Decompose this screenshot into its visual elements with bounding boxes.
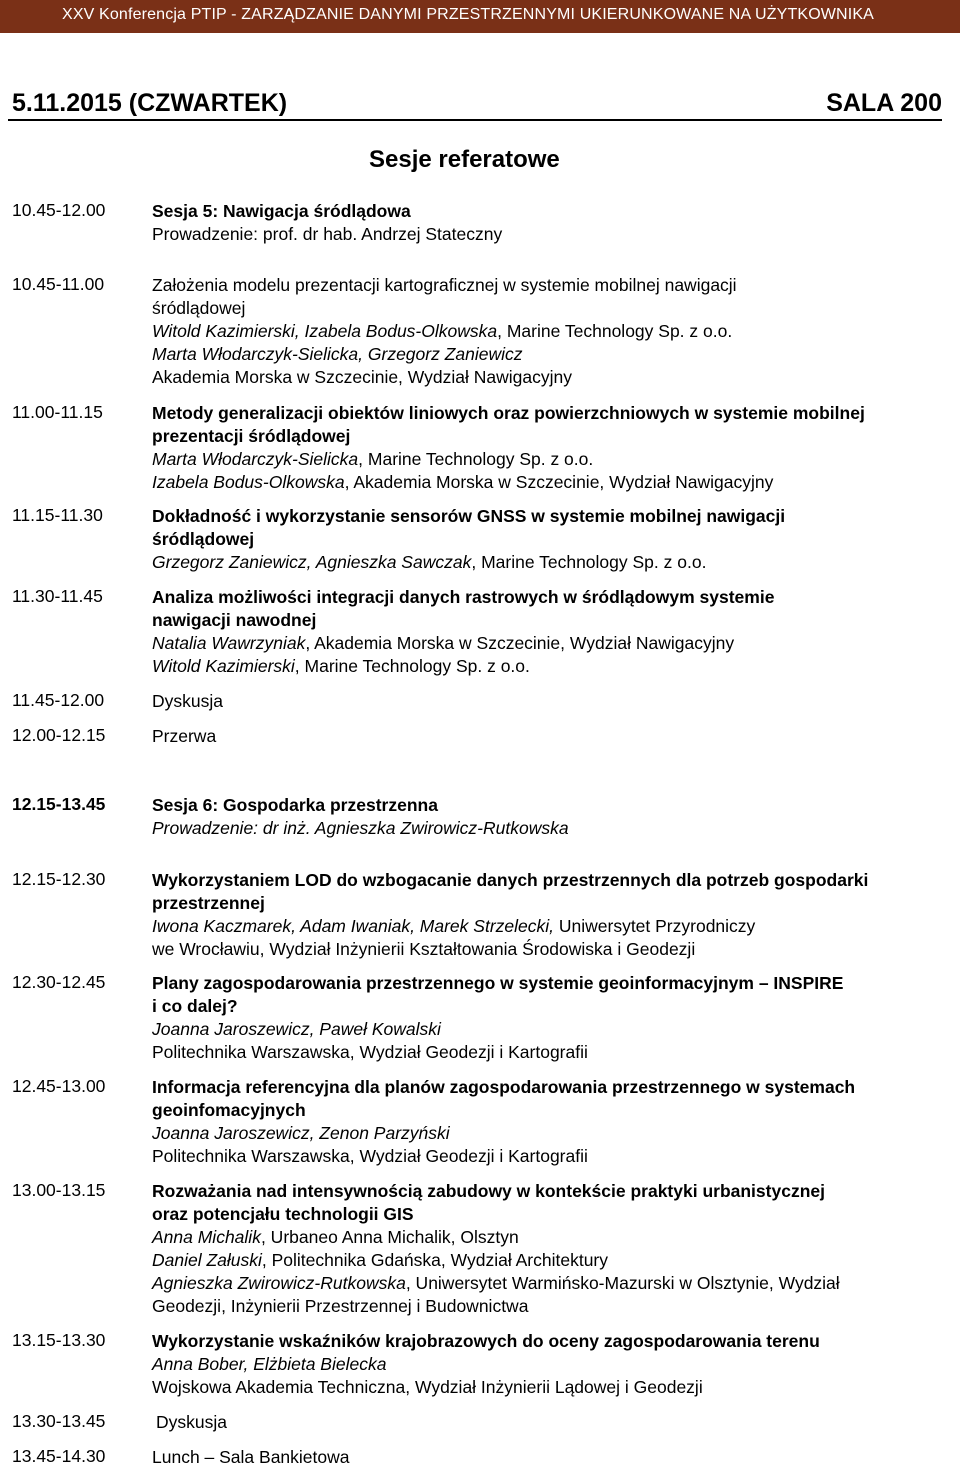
talk-title: Informacja referencyjna dla planów zagospodarowania przestrzennego w systemach [152,1077,856,1097]
talk-affiliation: , Uniwersytet Warmińsko-Mazurski w Olsztynie, Wydział [405,1273,840,1293]
talk-affiliation: Akademia Morska w Szczecinie, Wydział Nawigacyjny [152,367,572,387]
talk-authors: Marta Włodarczyk-Sielicka [152,449,359,469]
talk-authors: Witold Kazimierski, Izabela Bodus-Olkowska [152,321,498,341]
talk-authors: Witold Kazimierski [152,656,295,676]
talk-affiliation: , Akademia Morska w Szczecinie, Wydział Nawigacyjny [305,633,735,653]
item-label: Przerwa [152,726,217,746]
talk-authors: Anna Michalik [152,1227,261,1247]
talk-time: 12.30-12.45 [12,972,106,992]
conference-header [0,0,960,33]
talk-authors: Agnieszka Zwirowicz-Rutkowska [152,1273,406,1293]
date-bar [8,85,942,121]
session-chair-label: Prowadzenie: [152,818,263,838]
talk-authors: Anna Bober, Elżbieta Bielecka [152,1354,387,1374]
talk-title-cont: śródlądowej [152,298,246,318]
talk-affiliation: , Marine Technology Sp. z o.o. [358,449,594,469]
day-date: 5.11.2015 (CZWARTEK) [12,89,288,117]
talk-time: 11.30-11.45 [12,586,103,606]
talk-time: 12.45-13.00 [12,1076,106,1096]
talk-title: Analiza możliwości integracji danych rastrowych w śródlądowym systemie [152,587,775,607]
item-time: 13.45-14.30 [12,1446,106,1466]
talk-time: 12.15-12.30 [12,869,106,889]
talk-title-cont: geoinfomacyjnych [152,1100,306,1120]
talk-time: 11.15-11.30 [12,505,103,525]
talk-authors: Daniel Załuski [152,1250,262,1270]
talk-affiliation: , Akademia Morska w Szczecinie, Wydział Nawigacyjny [344,472,774,492]
talk-authors: Iwona Kaczmarek, Adam Iwaniak, Marek Strzelecki, [152,916,554,936]
talk-title: Metody generalizacji obiektów liniowych oraz powierzchniowych w systemie mobilnej [152,403,865,423]
talk-title-cont: przestrzennej [152,893,265,913]
session-chair: Prowadzenie: prof. dr hab. Andrzej Stateczny [152,224,503,244]
session-time: 10.45-12.00 [12,200,106,220]
item-label: Dyskusja [152,691,223,711]
talk-affiliation: , Marine Technology Sp. z o.o. [471,552,707,572]
session-title: Sesja 6: Gospodarka przestrzenna [152,795,438,815]
item-time: 13.30-13.45 [12,1411,106,1431]
talk-affiliation-cont: Geodezji, Inżynierii Przestrzennej i Budownictwa [152,1296,529,1316]
talk-title: Wykorzystaniem LOD do wzbogacanie danych przestrzennych dla potrzeb gospodarki [152,870,869,890]
talk-affiliation: Wojskowa Akademia Techniczna, Wydział Inżynierii Lądowej i Geodezji [152,1377,703,1397]
talk-authors: Joanna Jaroszewicz, Paweł Kowalski [152,1019,441,1039]
session-title: Sesja 5: Nawigacja śródlądowa [152,201,411,221]
talk-affiliation: Politechnika Warszawska, Wydział Geodezji i Kartografii [152,1042,588,1062]
session-time: 12.15-13.45 [12,794,106,814]
talk-affiliation: , Urbaneo Anna Michalik, Olsztyn [260,1227,519,1247]
talk-title-cont: oraz potencjału technologii GIS [152,1204,414,1224]
talk-title-cont: śródlądowej [152,529,255,549]
talk-affiliation: , Politechnika Gdańska, Wydział Architektury [261,1250,609,1270]
item-time: 12.00-12.15 [12,725,106,745]
talk-affiliation: Uniwersytet Przyrodniczy [554,916,756,936]
talk-affiliation: we Wrocławiu, Wydział Inżynierii Kształtowania Środowiska i Geodezji [152,939,696,959]
talk-title-cont: i co dalej? [152,996,238,1016]
talk-time: 10.45-11.00 [12,274,105,294]
talk-authors: Izabela Bodus-Olkowska [152,472,345,492]
talk-title: Wykorzystanie wskaźników krajobrazowych do oceny zagospodarowania terenu [152,1331,820,1351]
session-chair: dr inż. Agnieszka Zwirowicz-Rutkowska [262,818,569,838]
talk-authors: Natalia Wawrzyniak [152,633,306,653]
talk-authors: Grzegorz Zaniewicz, Agnieszka Sawczak [152,552,472,572]
item-label: Lunch – Sala Bankietowa [152,1447,350,1467]
room-label: SALA 200 [826,89,942,117]
talk-title-cont: prezentacji śródlądowej [152,426,351,446]
item-time: 11.45-12.00 [12,690,105,710]
conference-title: XXV Konferencja PTIP - ZARZĄDZANIE DANYMI PRZESTRZENNYMI UKIERUNKOWANE NA UŻYTKOWNIKA [62,6,874,23]
talk-time: 11.00-11.15 [12,402,103,422]
talk-authors: Joanna Jaroszewicz, Zenon Parzyński [152,1123,450,1143]
talk-title: Rozważania nad intensywnością zabudowy w kontekście praktyki urbanistycznej [152,1181,825,1201]
talk-affiliation: , Marine Technology Sp. z o.o. [497,321,733,341]
talk-affiliation: , Marine Technology Sp. z o.o. [294,656,530,676]
talk-time: 13.00-13.15 [12,1180,106,1200]
talk-title-cont: nawigacji nawodnej [152,610,317,630]
talk-time: 13.15-13.30 [12,1330,106,1350]
talk-title: Plany zagospodarowania przestrzennego w systemie geoinformacyjnym – INSPIRE [152,973,844,993]
talk-title: Założenia modelu prezentacji kartograficznej w systemie mobilnej nawigacji [152,275,737,295]
section-heading: Sesje referatowe [369,146,560,173]
talk-title: Dokładność i wykorzystanie sensorów GNSS w systemie mobilnej nawigacji [152,506,786,526]
item-label: Dyskusja [156,1412,227,1432]
talk-authors: Marta Włodarczyk-Sielicka, Grzegorz Zaniewicz [152,344,523,364]
talk-affiliation: Politechnika Warszawska, Wydział Geodezji i Kartografii [152,1146,588,1166]
